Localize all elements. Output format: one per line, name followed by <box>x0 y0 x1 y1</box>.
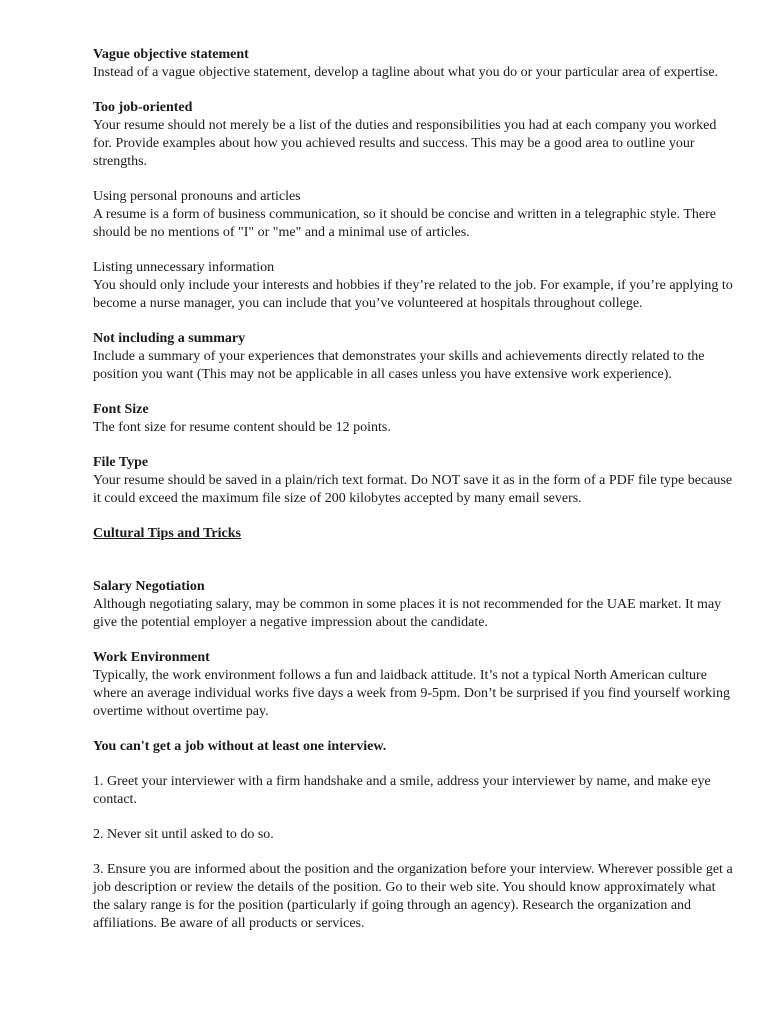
document-page <box>93 46 733 950</box>
section-salary-negotiation <box>93 578 733 632</box>
section-body: A resume is a form of business communication, so it should be concise and written in a telegraphic style. There should be no mentions of "I" or "me" and a minimal use of articles. <box>93 207 716 240</box>
section-personal-pronouns <box>93 188 733 242</box>
section-vague-objective <box>93 46 733 82</box>
section-work-environment <box>93 649 733 721</box>
list-item <box>93 826 733 844</box>
interview-heading-block <box>93 738 733 756</box>
section-body: Although negotiating salary, may be common in some places it is not recommended for the UAE market. It may give the potential employer a negative impression about the candidate. <box>93 597 722 630</box>
section-font-size <box>93 401 733 437</box>
list-item-text: 1. Greet your interviewer with a firm handshake and a smile, address your interviewer by name, and make eye contact. <box>93 774 711 807</box>
section-title: Work Environment <box>93 650 210 665</box>
section-summary <box>93 330 733 384</box>
list-item <box>93 773 733 809</box>
section-body: Instead of a vague objective statement, develop a tagline about what you do or your particular area of expertise. <box>93 65 719 80</box>
list-item <box>93 861 733 933</box>
section-unnecessary-info <box>93 259 733 313</box>
section-title: Font Size <box>93 402 149 417</box>
section-body: Typically, the work environment follows a fun and laidback attitude. It’s not a typical North American culture where an average individual works five days a week from 9-5pm. Don’t be surprised if you find yourself working overtime without overtime pay. <box>93 668 730 719</box>
section-body: Your resume should not merely be a list of the duties and responsibilities you had at each company you worked for. Provide examples about how you achieved results and success. This may be a good area to outline your strengths. <box>93 118 717 169</box>
section-body: The font size for resume content should be 12 points. <box>93 420 391 435</box>
list-item-text: 3. Ensure you are informed about the position and the organization before your interview. Wherever possible get a job description or review the details of the position. Go to their web site. You should know approximately what the salary range is for the position (particularly if going through an agency). Research the organization and affiliations. Be aware of all products or services. <box>93 862 733 931</box>
section-title: Salary Negotiation <box>93 579 205 594</box>
section-title: File Type <box>93 455 149 470</box>
section-title: Too job-oriented <box>93 100 193 115</box>
interview-heading: You can't get a job without at least one interview. <box>93 739 387 754</box>
section-title: Using personal pronouns and articles <box>93 189 301 204</box>
section-title: Not including a summary <box>93 331 246 346</box>
section-too-job-oriented <box>93 99 733 171</box>
cultural-tips-heading: Cultural Tips and Tricks <box>93 526 241 541</box>
section-body: Your resume should be saved in a plain/rich text format. Do NOT save it as in the form of a PDF file type because it could exceed the maximum file size of 200 kilobytes accepted by many email severs. <box>93 473 733 506</box>
section-title: Listing unnecessary information <box>93 260 275 275</box>
section-file-type <box>93 454 733 508</box>
section-body: Include a summary of your experiences that demonstrates your skills and achievements directly related to the position you want (This may not be applicable in all cases unless you have extensive work experience). <box>93 349 705 382</box>
list-item-text: 2. Never sit until asked to do so. <box>93 827 274 842</box>
section-body: You should only include your interests and hobbies if they’re related to the job. For example, if you’re applying to become a nurse manager, you can include that you’ve volunteered at hospitals throughout college. <box>93 278 733 311</box>
section-title: Vague objective statement <box>93 47 249 62</box>
